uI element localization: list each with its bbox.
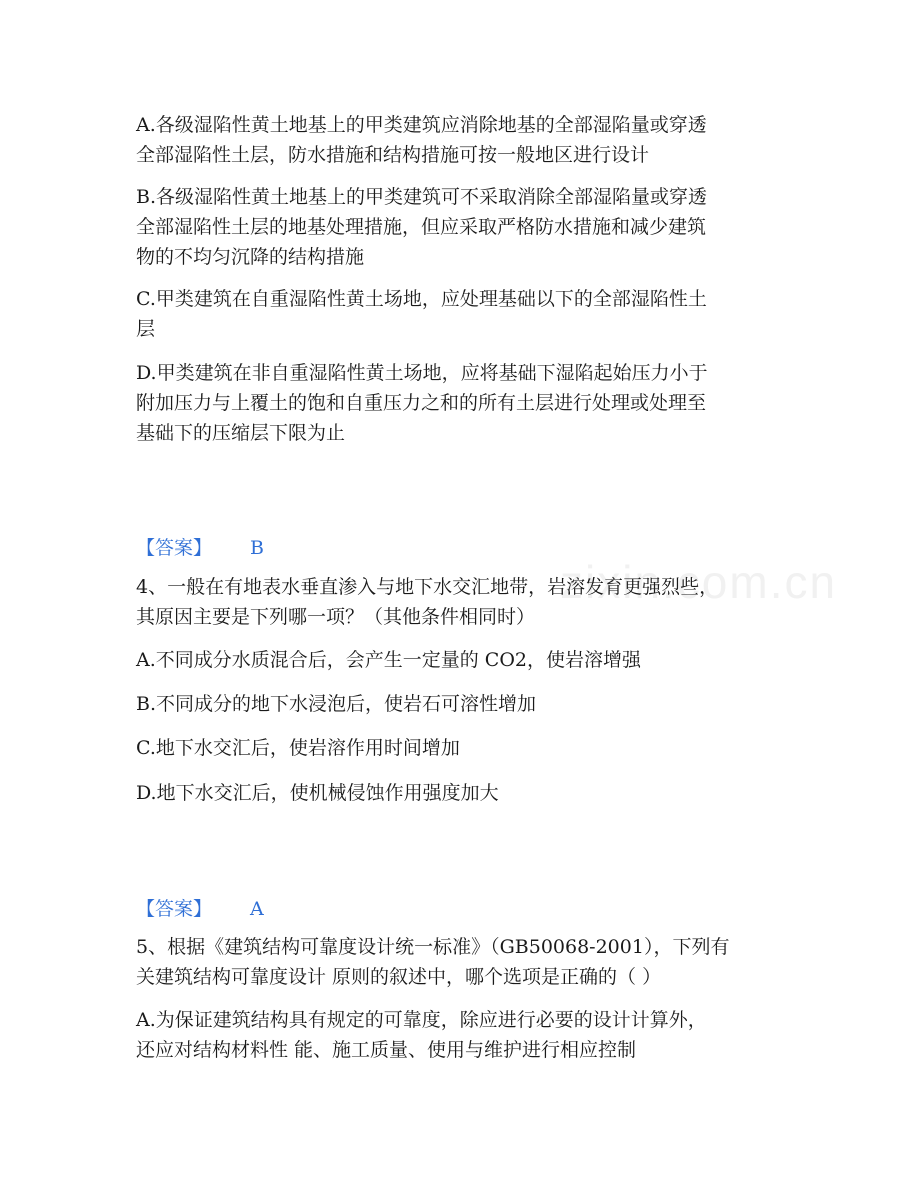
q3-option-d-line-2: 附加压力与上覆土的饱和自重压力之和的所有土层进行处理或处理至 — [136, 392, 707, 414]
q4-stem-line-1: 4、一般在有地表水垂直渗入与地下水交汇地带，岩溶发育更强烈些， — [136, 576, 719, 598]
q3-option-b-line-1: B.各级湿陷性黄土地基上的甲类建筑可不采取消除全部湿陷量或穿透 — [136, 186, 708, 208]
q4-option-a: A.不同成分水质混合后，会产生一定量的 CO2，使岩溶增强 — [136, 649, 642, 671]
q5-stem-line-2: 关建筑结构可靠度设计 原则的叙述中，哪个选项是正确的（ ） — [136, 966, 662, 988]
watermark: zixin.com.cn — [560, 556, 838, 608]
answer-3 — [136, 533, 264, 560]
q3-option-d-line-1: D.甲类建筑在非自重湿陷性黄土场地，应将基础下湿陷起始压力小于 — [136, 362, 708, 384]
q5-option-a-line-1: A.为保证建筑结构具有规定的可靠度，除应进行必要的设计计算外， — [136, 1009, 707, 1031]
q3-option-a-line-1: A.各级湿陷性黄土地基上的甲类建筑应消除地基的全部湿陷量或穿透 — [136, 114, 707, 136]
q3-option-b-line-3: 物的不均匀沉降的结构措施 — [136, 246, 365, 268]
q3-option-c-line-2: 层 — [136, 318, 156, 340]
answer-value: B — [250, 537, 264, 559]
answer-tag: 【答案】 — [136, 537, 213, 559]
q5-option-a-line-2: 还应对结构材料性 能、施工质量、使用与维护进行相应控制 — [136, 1039, 637, 1061]
q3-option-a-line-2: 全部湿陷性土层，防水措施和结构措施可按一般地区进行设计 — [136, 144, 650, 166]
q4-option-b: B.不同成分的地下水浸泡后，使岩石可溶性增加 — [136, 693, 537, 715]
q3-option-d-line-3: 基础下的压缩层下限为止 — [136, 422, 346, 444]
q4-option-d: D.地下水交汇后，使机械侵蚀作用强度加大 — [136, 782, 499, 804]
q3-option-c-line-1: C.甲类建筑在自重湿陷性黄土场地，应处理基础以下的全部湿陷性土 — [136, 288, 707, 310]
q5-stem-line-1: 5、根据《建筑结构可靠度设计统一标准》（GB50068-2001），下列有 — [136, 936, 730, 958]
answer-4 — [136, 894, 264, 921]
q4-stem-line-2: 其原因主要是下列哪一项？（其他条件相同时） — [136, 606, 536, 628]
q3-option-b-line-2: 全部湿陷性土层的地基处理措施，但应采取严格防水措施和减少建筑 — [136, 216, 707, 238]
q4-option-c: C.地下水交汇后，使岩溶作用时间增加 — [136, 737, 460, 759]
answer-tag: 【答案】 — [136, 898, 213, 920]
answer-value: A — [250, 898, 264, 920]
